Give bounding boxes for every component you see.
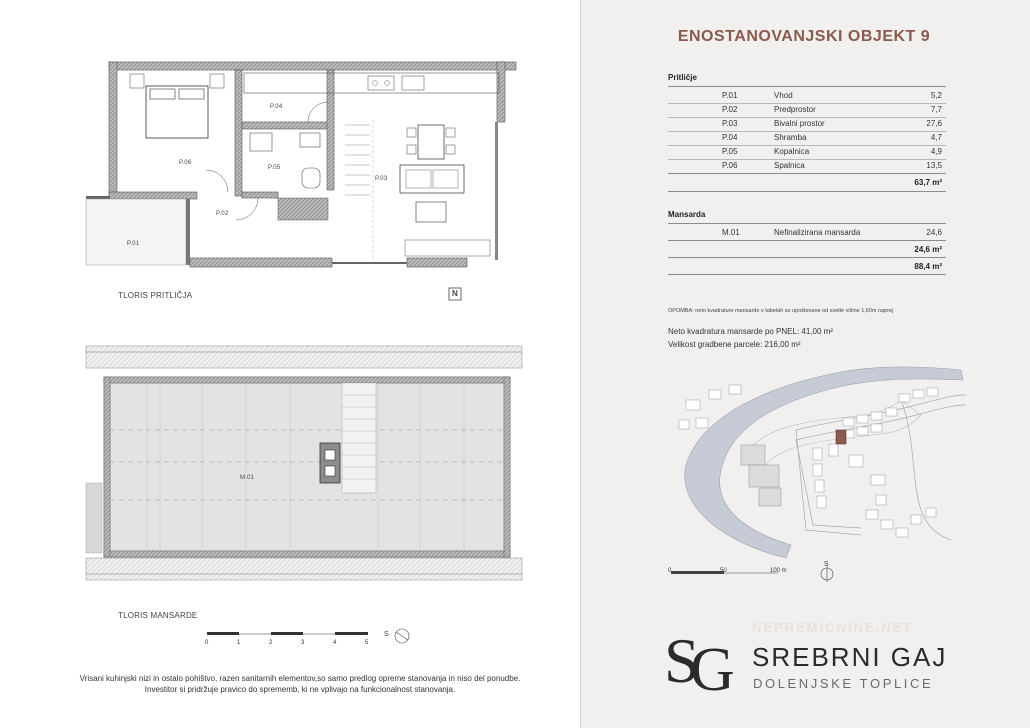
room-area: 24,6 [926,228,942,237]
page-title: ENOSTANOVANJSKI OBJEKT 9 [677,28,931,45]
plan-scale-label: 1 [237,640,241,646]
room-name: Shramba [774,133,807,142]
table-row [668,103,946,117]
room-code: M.01 [722,228,740,237]
attic-total [668,242,946,256]
grand-total [668,259,946,273]
grand-total-value: 88,4 m² [914,262,942,271]
map-scale-label: 0 [668,568,672,574]
room-label-p02: P.02 [216,211,229,217]
attic-caption: TLORIS MANSARDE [118,611,198,620]
room-code: P.05 [722,147,738,156]
table-row [668,131,946,145]
table-divider [668,86,946,87]
net-area-note: Neto kvadratura mansarde po PNEL: 41,00 m² [668,327,833,336]
ground-floor-plan [86,62,516,300]
table-divider [668,240,946,241]
brand-name: SREBRNI GAJ [752,642,948,672]
table-divider [668,257,946,258]
plan-south-label: S [384,631,389,638]
room-name: Kopalnica [774,147,810,156]
room-area: 5,2 [930,91,942,100]
room-area: 4,7 [930,133,942,142]
srebrni-gaj-logo-icon [662,620,742,696]
room-code: P.06 [722,161,738,170]
ground-floor-heading: Pritličje [668,73,697,82]
table-divider [668,191,946,192]
room-label-p01: P.01 [127,241,140,247]
plan-scale-label: 0 [205,640,209,646]
investor-footnote: Investitor si pridržuje pravico do sprememb, ki ne vplivajo na funkcionalnost stanovanja. [144,685,456,694]
room-label-p03: P.03 [375,176,388,182]
room-label-p06: P.06 [179,160,192,166]
plot-marker [836,430,846,444]
table-row [668,89,946,103]
room-name: Vhod [774,91,793,100]
ground-floor-caption: TLORIS PRITLIČJA [118,291,193,300]
nepremicnine-watermark: NEPREMICNINE.NET [752,620,914,635]
map-south-label: S [824,561,829,568]
table-row [668,226,946,240]
furniture-footnote: Vrisani kuhinjski nizi in ostalo pohištvo, razen sanitarnih elementov,so samo predlog opreme stanovanja in niso del ponudbe. [79,674,521,683]
room-name: Nefinalizirana mansarda [774,228,861,237]
plot-size-note: Velikost gradbene parcele: 216,00 m² [668,340,801,349]
attic-heading: Mansarda [668,210,706,219]
room-name: Bivalni prostor [774,119,825,128]
brand-subtitle: DOLENJSKE TOPLICE [753,676,934,691]
room-label-m01: M.01 [240,475,255,481]
svg-text:G: G [690,636,735,696]
table-divider [668,223,946,224]
room-code: P.03 [722,119,738,128]
opomba-note: OPOMBA: neto kvadrature mansarde v tabelah so upoštevane od svetle višine 1,60m naprej [668,308,894,314]
north-label: N [452,289,458,298]
room-area: 27,6 [926,119,942,128]
svg-text:S: S [664,625,700,696]
attic-plan [86,346,522,580]
map-scale-label: 100 m [770,568,787,574]
room-area: 13,5 [926,161,942,170]
table-divider [668,274,946,275]
room-code: P.04 [722,133,738,142]
plan-scale-label: 5 [365,640,369,646]
total-value: 24,6 m² [914,245,942,254]
room-area: 4,9 [930,147,942,156]
site-map [581,360,1030,590]
room-name: Spalnica [774,161,805,170]
room-area: 7,7 [930,105,942,114]
room-label-p04: P.04 [270,104,283,110]
room-label-p05: P.05 [268,165,281,171]
room-code: P.01 [722,91,738,100]
map-scale-label: 50 [720,568,727,574]
plan-scale-label: 2 [269,640,273,646]
plan-scale-label: 4 [333,640,337,646]
table-divider [668,173,946,174]
room-code: P.02 [722,105,738,114]
ground-floor-total [668,175,946,189]
total-value: 63,7 m² [914,178,942,187]
room-name: Predprostor [774,105,816,114]
plan-scale-label: 3 [301,640,305,646]
table-row [668,117,946,131]
table-row [668,159,946,173]
table-row [668,145,946,159]
